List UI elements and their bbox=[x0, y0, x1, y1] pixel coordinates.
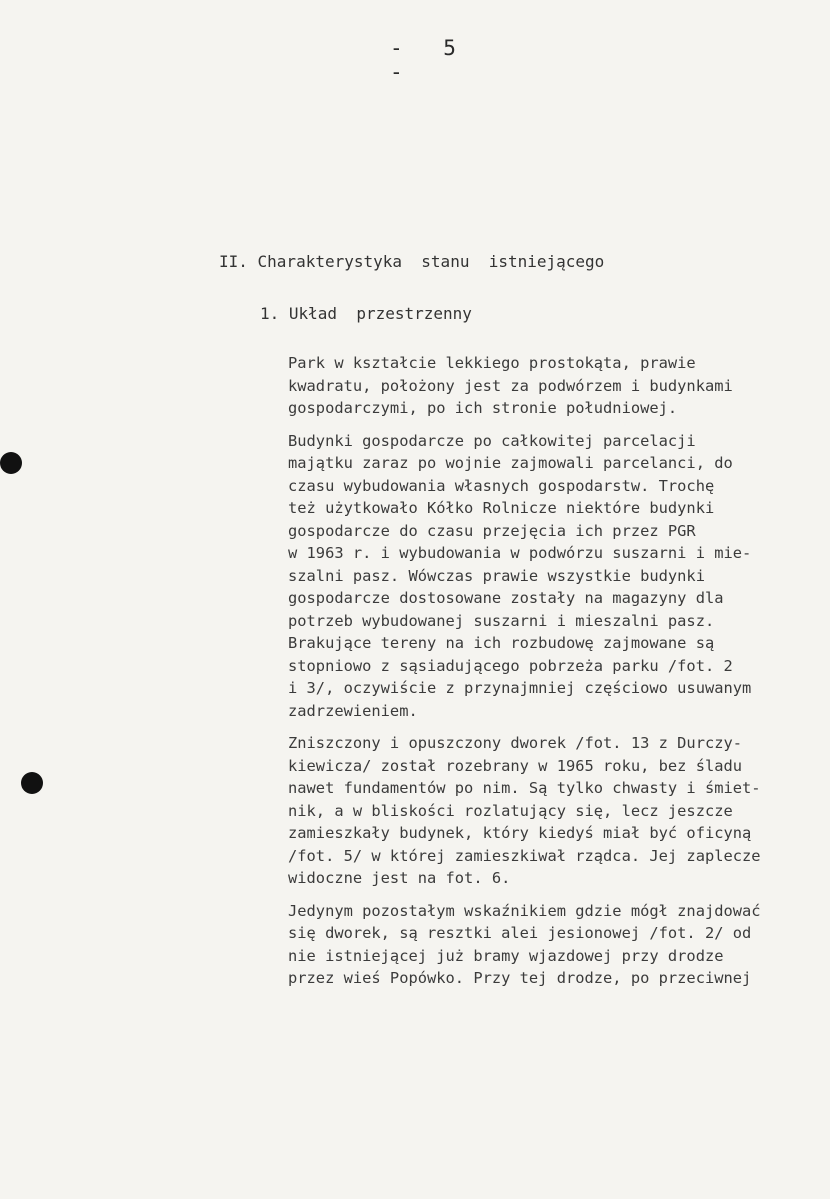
text-line: Budynki gospodarcze po całkowitej parcelacji bbox=[288, 431, 696, 450]
text-line: nie istniejącej już bramy wjazdowej przy drodze bbox=[288, 946, 724, 965]
text-line: gospodarcze dostosowane zostały na magazyny dla bbox=[288, 589, 724, 607]
text-line: czasu wybudowania własnych gospodarstw. Trochę bbox=[288, 476, 715, 495]
text-line: Zniszczony i opuszczony dworek /fot. 13 z Durczy- bbox=[288, 734, 743, 752]
paragraph bbox=[288, 352, 824, 420]
punch-hole bbox=[21, 772, 43, 794]
text-line: i 3/, oczywiście z przynajmniej częściowo usuwanym bbox=[288, 679, 752, 697]
text-line: nawet fundamentów po nim. Są tylko chwasty i śmiet- bbox=[288, 779, 761, 797]
text-line: Park w kształcie lekkiego prostokąta, prawie bbox=[288, 354, 696, 372]
text-line: zadrzewieniem. bbox=[288, 701, 418, 720]
paragraph bbox=[288, 430, 824, 723]
text-line: gospodarcze do czasu przejęcia ich przez PGR bbox=[288, 521, 696, 540]
body-text bbox=[288, 352, 824, 1000]
text-line: zamieszkały budynek, który kiedyś miał być oficyną bbox=[288, 824, 752, 842]
paragraph bbox=[288, 900, 824, 990]
paragraph bbox=[288, 732, 824, 890]
text-line: /fot. 5/ w której zamieszkiwał rządca. Jej zaplecze bbox=[288, 846, 761, 865]
text-line: przez wieś Popówko. Przy tej drodze, po przeciwnej bbox=[288, 969, 752, 987]
text-line: widoczne jest na fot. 6. bbox=[288, 869, 511, 887]
text-line: w 1963 r. i wybudowania w podwórzu suszarni i mie- bbox=[288, 544, 752, 562]
page-number: - 5 - bbox=[390, 36, 470, 84]
text-line: stopniowo z sąsiadującego pobrzeża parku /fot. 2 bbox=[288, 656, 733, 675]
text-line: majątku zaraz po wojnie zajmowali parcelanci, do bbox=[288, 454, 733, 472]
section-heading: II. Charakterystyka stanu istniejącego bbox=[219, 252, 605, 271]
subsection-heading: 1. Układ przestrzenny bbox=[260, 304, 472, 323]
punch-hole bbox=[0, 452, 22, 474]
text-line: Brakujące tereny na ich rozbudowę zajmowane są bbox=[288, 634, 715, 652]
text-line: potrzeb wybudowanej suszarni i mieszalni pasz. bbox=[288, 611, 715, 630]
text-line: Jedynym pozostałym wskaźnikiem gdzie mógł znajdować bbox=[288, 901, 761, 920]
text-line: gospodarczymi, po ich stronie południowej. bbox=[288, 399, 678, 417]
text-line: nik, a w bliskości rozlatujący się, lecz jeszcze bbox=[288, 801, 733, 820]
text-line: kwadratu, położony jest za podwórzem i budynkami bbox=[288, 376, 733, 395]
text-line: też użytkowało Kółko Rolnicze niektóre budynki bbox=[288, 499, 715, 517]
text-line: się dworek, są resztki alei jesionowej /fot. 2/ od bbox=[288, 924, 752, 942]
text-line: szalni pasz. Wówczas prawie wszystkie budynki bbox=[288, 566, 705, 585]
text-line: kiewicza/ został rozebrany w 1965 roku, bez śladu bbox=[288, 756, 743, 775]
